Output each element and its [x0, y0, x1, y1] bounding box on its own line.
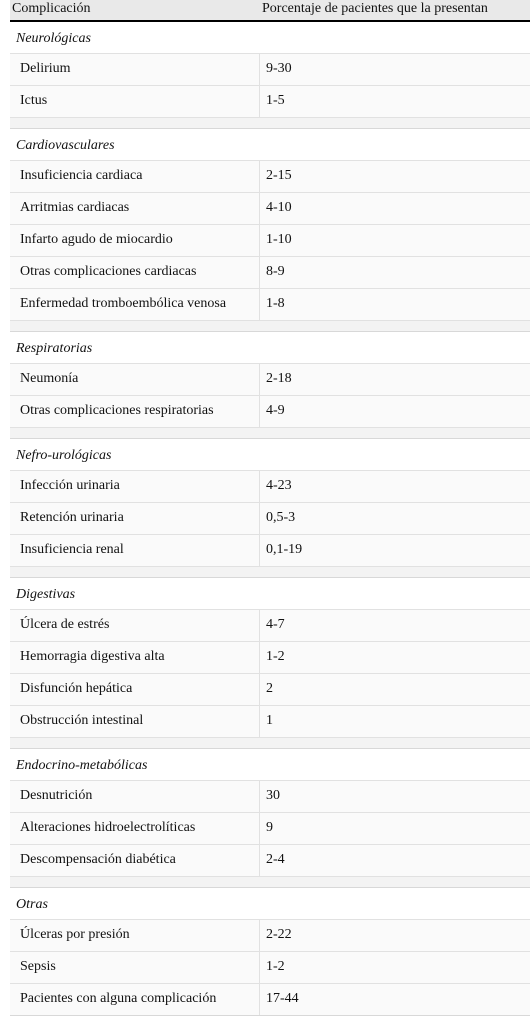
complication-cell: Infarto agudo de miocardio — [10, 225, 260, 256]
table-row — [10, 983, 530, 1015]
section-spacer — [10, 320, 530, 331]
table-row — [10, 53, 530, 85]
table-row — [10, 641, 530, 673]
section-spacer — [10, 427, 530, 438]
percentage-cell: 1-5 — [260, 86, 530, 117]
percentage-cell: 1 — [260, 706, 530, 737]
complication-cell: Pacientes con alguna complicación — [10, 984, 260, 1015]
table-row — [10, 673, 530, 705]
complication-cell: Alteraciones hidroelectrolíticas — [10, 813, 260, 844]
percentage-cell: 1-10 — [260, 225, 530, 256]
complications-table — [10, 0, 530, 1016]
complication-cell: Descompensación diabética — [10, 845, 260, 876]
table-row — [10, 160, 530, 192]
complication-cell: Infección urinaria — [10, 471, 260, 502]
table-body — [10, 22, 530, 1016]
table-row — [10, 780, 530, 812]
percentage-cell: 17-44 — [260, 984, 530, 1015]
table-section — [10, 129, 530, 332]
percentage-cell: 4-7 — [260, 610, 530, 641]
percentage-cell: 4-10 — [260, 193, 530, 224]
percentage-cell: 1-2 — [260, 642, 530, 673]
table-row — [10, 85, 530, 117]
complication-cell: Insuficiencia renal — [10, 535, 260, 566]
percentage-cell: 9 — [260, 813, 530, 844]
table-row — [10, 951, 530, 983]
section-spacer — [10, 566, 530, 577]
percentage-cell: 1-8 — [260, 289, 530, 320]
percentage-cell: 30 — [260, 781, 530, 812]
complication-cell: Disfunción hepática — [10, 674, 260, 705]
section-title: Respiratorias — [10, 332, 530, 363]
table-row — [10, 470, 530, 502]
table-row — [10, 609, 530, 641]
percentage-cell: 2-18 — [260, 364, 530, 395]
table-row — [10, 705, 530, 737]
section-title: Digestivas — [10, 578, 530, 609]
percentage-cell: 2-15 — [260, 161, 530, 192]
percentage-cell: 0,1-19 — [260, 535, 530, 566]
table-row — [10, 919, 530, 951]
section-title: Neurológicas — [10, 22, 530, 53]
complication-cell: Retención urinaria — [10, 503, 260, 534]
table-header — [10, 0, 530, 22]
table-section — [10, 578, 530, 749]
section-spacer — [10, 117, 530, 128]
table-section — [10, 22, 530, 129]
complication-cell: Obstrucción intestinal — [10, 706, 260, 737]
complication-cell: Úlcera de estrés — [10, 610, 260, 641]
complication-cell: Hemorragia digestiva alta — [10, 642, 260, 673]
complication-cell: Enfermedad tromboembólica venosa — [10, 289, 260, 320]
table-row — [10, 534, 530, 566]
table-section — [10, 332, 530, 439]
complication-cell: Insuficiencia cardiaca — [10, 161, 260, 192]
section-title: Otras — [10, 888, 530, 919]
percentage-cell: 2 — [260, 674, 530, 705]
table-row — [10, 812, 530, 844]
header-percentage: Porcentaje de pacientes que la presentan — [262, 1, 488, 16]
complication-cell: Ictus — [10, 86, 260, 117]
table-row — [10, 288, 530, 320]
section-spacer — [10, 876, 530, 887]
complication-cell: Neumonía — [10, 364, 260, 395]
percentage-cell: 4-23 — [260, 471, 530, 502]
table-section — [10, 749, 530, 888]
table-section — [10, 888, 530, 1016]
percentage-cell: 2-22 — [260, 920, 530, 951]
percentage-cell: 9-30 — [260, 54, 530, 85]
complication-cell: Desnutrición — [10, 781, 260, 812]
complication-cell: Arritmias cardiacas — [10, 193, 260, 224]
table-row — [10, 844, 530, 876]
section-title: Nefro-urológicas — [10, 439, 530, 470]
header-complication: Complicación — [12, 1, 91, 16]
complication-cell: Sepsis — [10, 952, 260, 983]
table-row — [10, 502, 530, 534]
table-row — [10, 224, 530, 256]
percentage-cell: 8-9 — [260, 257, 530, 288]
section-title: Cardiovasculares — [10, 129, 530, 160]
complication-cell: Úlceras por presión — [10, 920, 260, 951]
table-row — [10, 192, 530, 224]
section-spacer — [10, 737, 530, 748]
table-row — [10, 395, 530, 427]
complication-cell: Delirium — [10, 54, 260, 85]
complication-cell: Otras complicaciones cardiacas — [10, 257, 260, 288]
complication-cell: Otras complicaciones respiratorias — [10, 396, 260, 427]
section-title: Endocrino-metabólicas — [10, 749, 530, 780]
percentage-cell: 1-2 — [260, 952, 530, 983]
percentage-cell: 0,5-3 — [260, 503, 530, 534]
table-section — [10, 439, 530, 578]
table-row — [10, 363, 530, 395]
percentage-cell: 2-4 — [260, 845, 530, 876]
percentage-cell: 4-9 — [260, 396, 530, 427]
table-row — [10, 256, 530, 288]
